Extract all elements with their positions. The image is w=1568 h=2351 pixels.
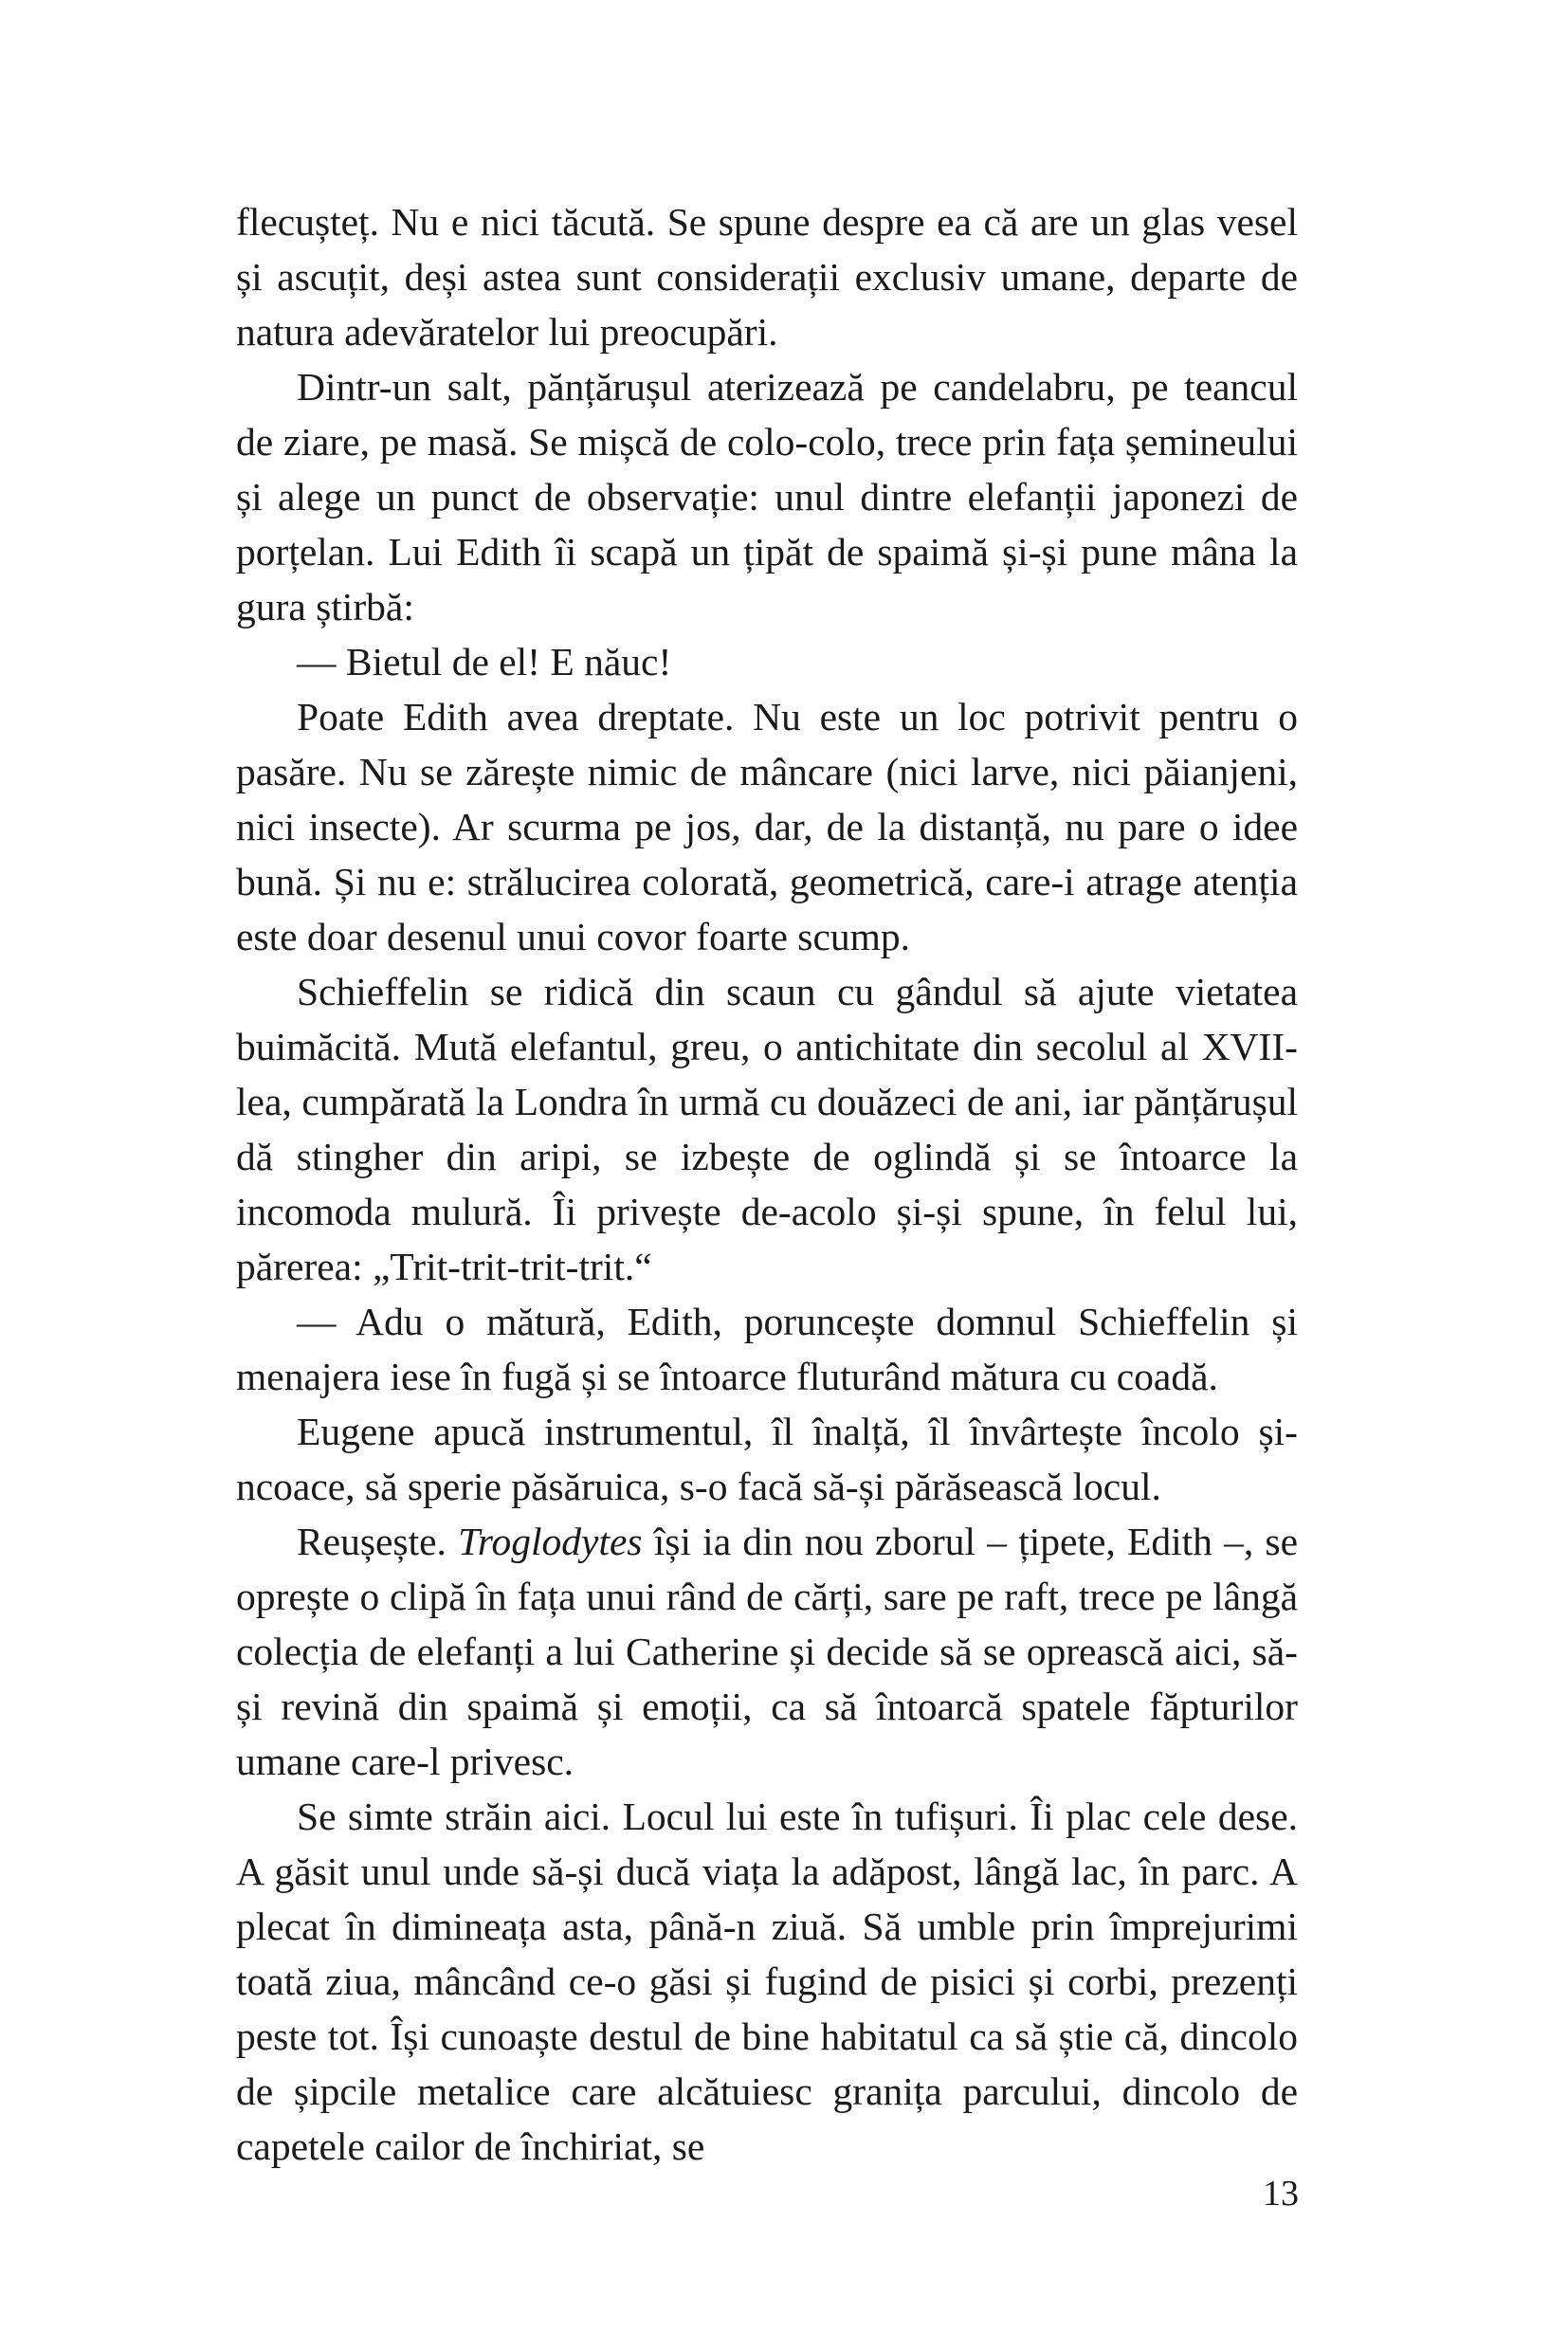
dialogue-line: — Bietul de el! E năuc! xyxy=(297,640,672,683)
dialogue-line: — Adu o mătură, Edith, poruncește domnul Schieffelin și menajera iese în fugă și se întoarce fluturând mătura cu coadă. xyxy=(236,1300,1298,1398)
italic-species-name: Troglodytes xyxy=(458,1520,643,1563)
page-number: 13 xyxy=(1263,2174,1299,2214)
paragraph-rest: își ia din nou zborul – țipete, Edith –, se oprește o clipă în fața unui rând de cărți, sare pe raft, trece pe lângă colecția de elefanți a lui Catherine și decide să se oprească aici, să-și revină din spaimă și emoții, ca să întoarcă spatele făpturilor umane care-l privesc. xyxy=(236,1520,1298,1783)
body-text xyxy=(236,194,1298,2174)
paragraph: flecușteț. Nu e nici tăcută. Se spune despre ea că are un glas vesel și ascuțit, deși astea sunt considerații exclusiv umane, departe de natura adevăratelor lui preocupări. xyxy=(236,200,1298,354)
paragraph: Dintr-un salt, pănțărușul aterizează pe candelabru, pe teancul de ziare, pe masă. Se mișcă de colo-colo, trece prin fața șemineului și alege un punct de observație: unul dintre elefanții japonezi de porțelan. Lui Edith îi scapă un țipăt de spaimă și-și pune mâna la gura știrbă: xyxy=(236,365,1298,629)
paragraph: Poate Edith avea dreptate. Nu este un loc potrivit pentru o pasăre. Nu se zărește nimic de mâncare (nici larve, nici păianjeni, nici insecte). Ar scurma pe jos, dar, de la distanță, nu pare o idee bună. Și nu e: strălucirea colorată, geometrică, care-i atrage atenția este doar desenul unui covor foarte scump. xyxy=(236,695,1298,958)
paragraph: Se simte străin aici. Locul lui este în tufișuri. Îi plac cele dese. A găsit unul unde să-și ducă viața la adăpost, lângă lac, în parc. A plecat în dimineața asta, până-n ziuă. Să umble prin împrejurimi toată ziua, mâncând ce-o găsi și fugind de pisici și corbi, prezenți peste tot. Își cunoaște destul de bine habitatul ca să știe că, dincolo de șipcile metalice care alcătuiesc granița parcului, dincolo de capetele cailor de închiriat, se xyxy=(236,1795,1298,2168)
paragraph-lead: Reușește. xyxy=(297,1520,459,1563)
paragraph: Schieffelin se ridică din scaun cu gândul să ajute vietatea buimăcită. Mută elefantul, greu, o antichitate din secolul al XVII-lea, cumpărată la Londra în urmă cu douăzeci de ani, iar pănțărușul dă stingher din aripi, se izbește de oglindă și se întoarce la incomoda mulură. Îi privește de-acolo și-și spune, în felul lui, părerea: „Trit-trit-trit-trit.“ xyxy=(236,970,1298,1288)
paragraph: Eugene apucă instrumentul, îl înalță, îl învârtește încolo și-ncoace, să sperie păsăruica, s-o facă să-și părăsească locul. xyxy=(236,1410,1298,1508)
paragraph xyxy=(236,1514,1298,1789)
